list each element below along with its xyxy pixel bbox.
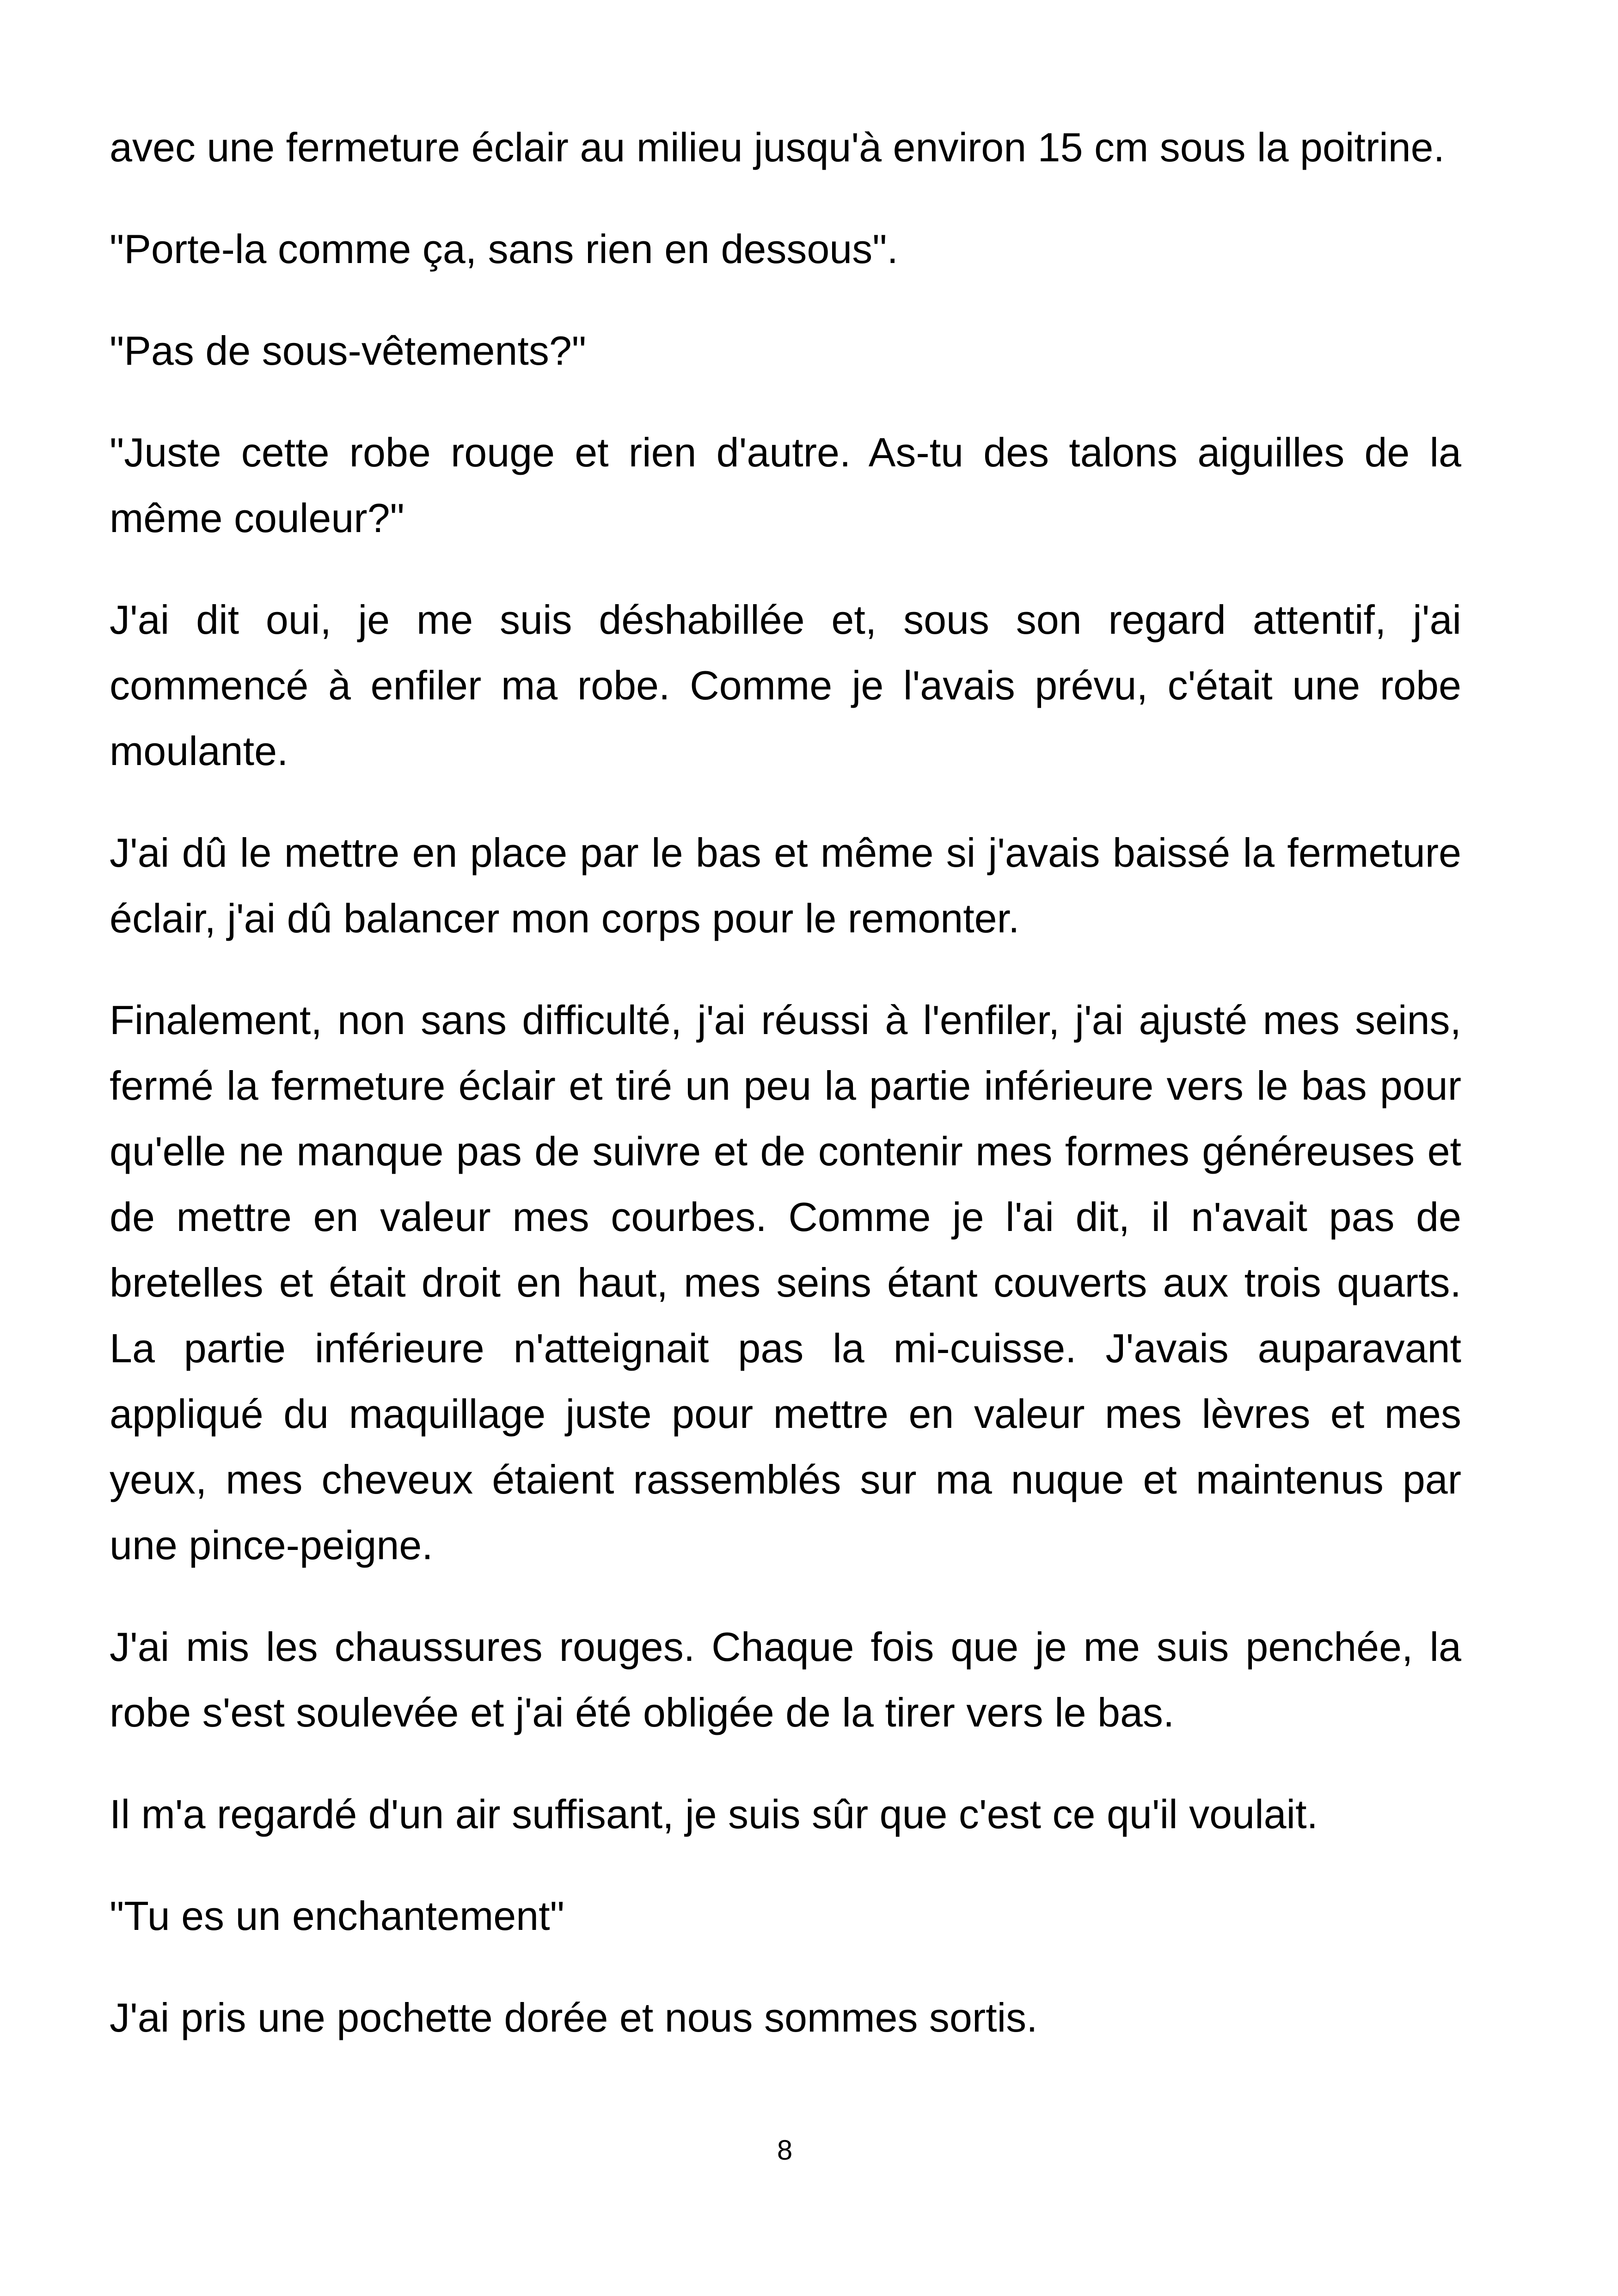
paragraph: Finalement, non sans difficulté, j'ai réussi à l'enfiler, j'ai ajusté mes seins, fermé la fermeture éclair et tiré un peu la partie inférieure vers le bas pour qu'elle ne manque pas de suivre et de contenir mes formes généreuses et de mettre en valeur mes courbes. Comme je l'ai dit, il n'avait pas de bretelles et était droit en haut, mes seins étant couverts aux trois quarts. La partie inférieure n'atteignait pas la mi-cuisse. J'avais auparavant appliqué du maquillage juste pour mettre en valeur mes lèvres et mes yeux, mes cheveux étaient rassemblés sur ma nuque et maintenus par une pince-peigne. [110,997,1461,1568]
page-number: 8 [777,2135,793,2166]
paragraph: "Tu es un enchantement" [110,1893,564,1939]
body-text [110,115,1461,2087]
paragraph: "Porte-la comme ça, sans rien en dessous". [110,226,898,272]
paragraph: J'ai pris une pochette dorée et nous sommes sortis. [110,1995,1038,2040]
paragraph: "Pas de sous-vêtements?" [110,328,586,373]
paragraph: J'ai dû le mettre en place par le bas et même si j'avais baissé la fermeture éclair, j'ai dû balancer mon corps pour le remonter. [110,830,1461,941]
paragraph: "Juste cette robe rouge et rien d'autre. As-tu des talons aiguilles de la même couleur?" [110,429,1461,541]
paragraph: J'ai dit oui, je me suis déshabillée et, sous son regard attentif, j'ai commencé à enfiler ma robe. Comme je l'avais prévu, c'était une robe moulante. [110,597,1461,774]
paragraph: J'ai mis les chaussures rouges. Chaque fois que je me suis penchée, la robe s'est soulevée et j'ai été obligée de la tirer vers le bas. [110,1624,1461,1735]
paragraph: avec une fermeture éclair au milieu jusqu'à environ 15 cm sous la poitrine. [110,124,1445,170]
paragraph: Il m'a regardé d'un air suffisant, je suis sûr que c'est ce qu'il voulait. [110,1791,1318,1837]
